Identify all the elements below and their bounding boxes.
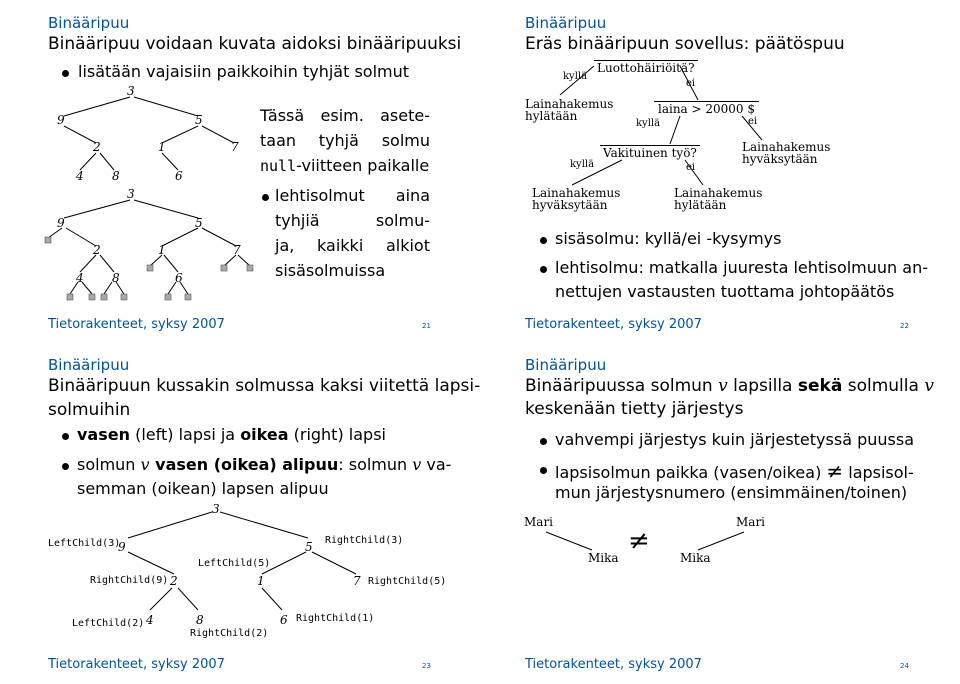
section-header: Binääripuu: [525, 356, 607, 374]
question-credit-defaults: Luottohäiriöitä?: [594, 60, 698, 75]
tree-node-4: 4: [76, 169, 84, 183]
neq-symbol: ≠: [826, 459, 844, 483]
empty-node: [45, 237, 51, 243]
var-v: v: [924, 376, 934, 396]
tree-node-3: 3: [212, 502, 220, 516]
label-leftchild-2: LeftChild(2): [72, 618, 145, 629]
label-leftchild-5: LeftChild(5): [198, 558, 271, 569]
slide-title: Binääripuu voidaan kuvata aidoksi binääripuuksi: [48, 34, 462, 54]
bullet-text: nettujen vastausten tuottama johtopäätös: [555, 282, 895, 301]
leaf-rejected-2: [674, 187, 762, 211]
text: Binääripuussa solmun: [525, 376, 719, 396]
bullet-text: sisäsolmuissa: [275, 261, 386, 280]
slide-title: solmuihin: [48, 400, 131, 420]
answer-yes: kyllä: [563, 71, 588, 82]
leaf-line: Lainahakemus: [525, 97, 614, 111]
text: va-: [421, 455, 452, 474]
leaf-accepted-1: [742, 141, 830, 165]
leaf-line: Lainahakemus: [532, 186, 621, 200]
tree-node-8: 8: [112, 169, 120, 183]
label-rightchild-9: RightChild(9): [90, 575, 169, 586]
var-v: v: [412, 455, 422, 474]
empty-node: [247, 265, 253, 271]
text: lapsisol-: [843, 463, 914, 482]
leaf-accepted-2: [532, 187, 620, 211]
answer-yes: kyllä: [570, 159, 595, 170]
ordering-diagram: [480, 342, 960, 684]
var-v: v: [718, 376, 728, 396]
svg-text:5: 5: [195, 216, 203, 230]
text: lapsisolmun paikka (vasen/oikea): [555, 463, 827, 482]
label-rightchild-5: RightChild(5): [368, 576, 447, 587]
bold-right: oikea: [240, 425, 289, 444]
svg-text:4: 4: [76, 271, 84, 285]
bold-subtree: vasen (oikea) alipuu: [149, 455, 339, 474]
tree-node-7: 7: [231, 140, 239, 154]
label-rightchild-3: RightChild(3): [325, 535, 404, 546]
label-rightchild-2: RightChild(2): [190, 628, 269, 639]
tree-node-3: 3: [127, 84, 135, 98]
note-line: taan tyhjä solmu: [260, 131, 430, 150]
bullet-text: vahvempi järjestys kuin järjestetyssä puussa: [555, 430, 914, 449]
footer: Tietorakenteet, syksy 2007: [525, 657, 702, 672]
leaf-rejected-1: [525, 98, 613, 122]
svg-text:7: 7: [233, 243, 241, 257]
bullet-text: semman (oikean) lapsen alipuu: [77, 479, 329, 498]
text: solmulla: [842, 376, 925, 396]
tree-node-5: 5: [305, 540, 313, 554]
slide-23: [0, 342, 480, 684]
answer-no: ei: [748, 116, 758, 127]
section-header: Binääripuu: [48, 14, 130, 32]
bullet-dot: [540, 266, 547, 273]
answer-no: ei: [686, 162, 696, 173]
question-loan-amount: laina > 20000 $: [654, 101, 759, 116]
tree-node-5: 5: [195, 113, 203, 127]
slide-title: keskenään tietty järjestys: [525, 399, 744, 419]
svg-text:8: 8: [112, 271, 120, 285]
slide-21: [0, 0, 480, 342]
leaf-line: Lainahakemus: [742, 140, 831, 154]
null-code: null: [260, 157, 297, 175]
bullet-text: lehtisolmut aina: [275, 186, 430, 205]
svg-text:9: 9: [57, 216, 65, 230]
tree-node-8: 8: [196, 613, 204, 627]
leaf-line: Lainahakemus: [674, 186, 763, 200]
text: solmun: [77, 455, 141, 474]
section-header: Binääripuu: [525, 14, 607, 32]
node-mari-left: Mari: [524, 515, 554, 529]
tree-node-1: 1: [158, 140, 166, 154]
page-number: 23: [422, 662, 431, 670]
slide-title: Binääripuun kussakin solmussa kaksi viitettä lapsi-: [48, 376, 481, 396]
text: lapsilla: [727, 376, 798, 396]
leaf-line: hyväksytään: [742, 152, 818, 166]
bullet-text: sisäsolmu: kyllä/ei -kysymys: [555, 229, 782, 248]
leaf-line: hylätään: [674, 198, 727, 212]
answer-yes: kyllä: [636, 118, 661, 129]
tree-node-6: 6: [175, 169, 183, 183]
svg-text:1: 1: [158, 243, 166, 257]
note-text: -viitteen paikalle: [296, 156, 430, 175]
empty-node: [121, 294, 127, 300]
text: : solmun: [338, 455, 413, 474]
tree-node-2: 2: [170, 574, 178, 588]
empty-node: [221, 265, 227, 271]
slide-title: Eräs binääripuun sovellus: päätöspuu: [525, 34, 845, 54]
section-header: Binääripuu: [48, 356, 130, 374]
question-permanent-job: Vakituinen työ?: [600, 145, 700, 160]
text: (left) lapsi ja: [130, 425, 241, 444]
node-mika-left: Mika: [588, 551, 619, 565]
bullet-text: ja, kaikki alkiot: [275, 236, 430, 255]
node-mari-right: Mari: [736, 515, 766, 529]
tree-node-9: 9: [57, 113, 65, 127]
text: (right) lapsi: [288, 425, 386, 444]
tree-node-6: 6: [280, 613, 288, 627]
tree-node-1: 1: [257, 574, 265, 588]
svg-text:2: 2: [93, 243, 101, 257]
footer: Tietorakenteet, syksy 2007: [48, 317, 225, 332]
bullet-text: lehtisolmu: matkalla juuresta lehtisolmuun an-: [555, 258, 928, 277]
leaf-line: hyväksytään: [532, 198, 608, 212]
bullet-dot: [262, 194, 269, 201]
answer-no: ei: [686, 78, 696, 89]
bullet-text: mun järjestysnumero (ensimmäinen/toinen): [555, 483, 908, 502]
label-rightchild-1: RightChild(1): [296, 613, 375, 624]
page-number: 21: [422, 322, 431, 330]
tree-node-4: 4: [146, 613, 154, 627]
node-mika-right: Mika: [680, 551, 711, 565]
leaf-line: hylätään: [525, 109, 578, 123]
page-number: 22: [900, 322, 909, 330]
note-line: Tässä esim. asete-: [260, 106, 430, 125]
var-v: v: [140, 455, 150, 474]
slide-22: [480, 0, 960, 342]
empty-node: [185, 294, 191, 300]
svg-text:6: 6: [175, 271, 183, 285]
svg-text:3: 3: [127, 187, 135, 201]
label-leftchild-3: LeftChild(3): [48, 538, 121, 549]
empty-node: [67, 294, 73, 300]
neq-symbol: ≠: [628, 526, 650, 556]
tree-node-9: 9: [118, 540, 126, 554]
slide-24: [480, 342, 960, 684]
footer: Tietorakenteet, syksy 2007: [48, 657, 225, 672]
footer: Tietorakenteet, syksy 2007: [525, 317, 702, 332]
bullet-text: tyhjiä solmu-: [275, 211, 430, 230]
empty-node: [165, 294, 171, 300]
empty-node: [147, 265, 153, 271]
bold-left: vasen: [77, 425, 130, 444]
note-line: [260, 156, 429, 175]
bullet-dot: [540, 237, 547, 244]
tree-node-2: 2: [93, 140, 101, 154]
bullet-text: lisätään vajaisiin paikkoihin tyhjät solmut: [78, 62, 410, 81]
empty-node: [89, 294, 95, 300]
empty-node: [101, 294, 107, 300]
bold-both: sekä: [797, 376, 843, 396]
page-number: 24: [900, 662, 909, 670]
tree-node-7: 7: [353, 574, 361, 588]
